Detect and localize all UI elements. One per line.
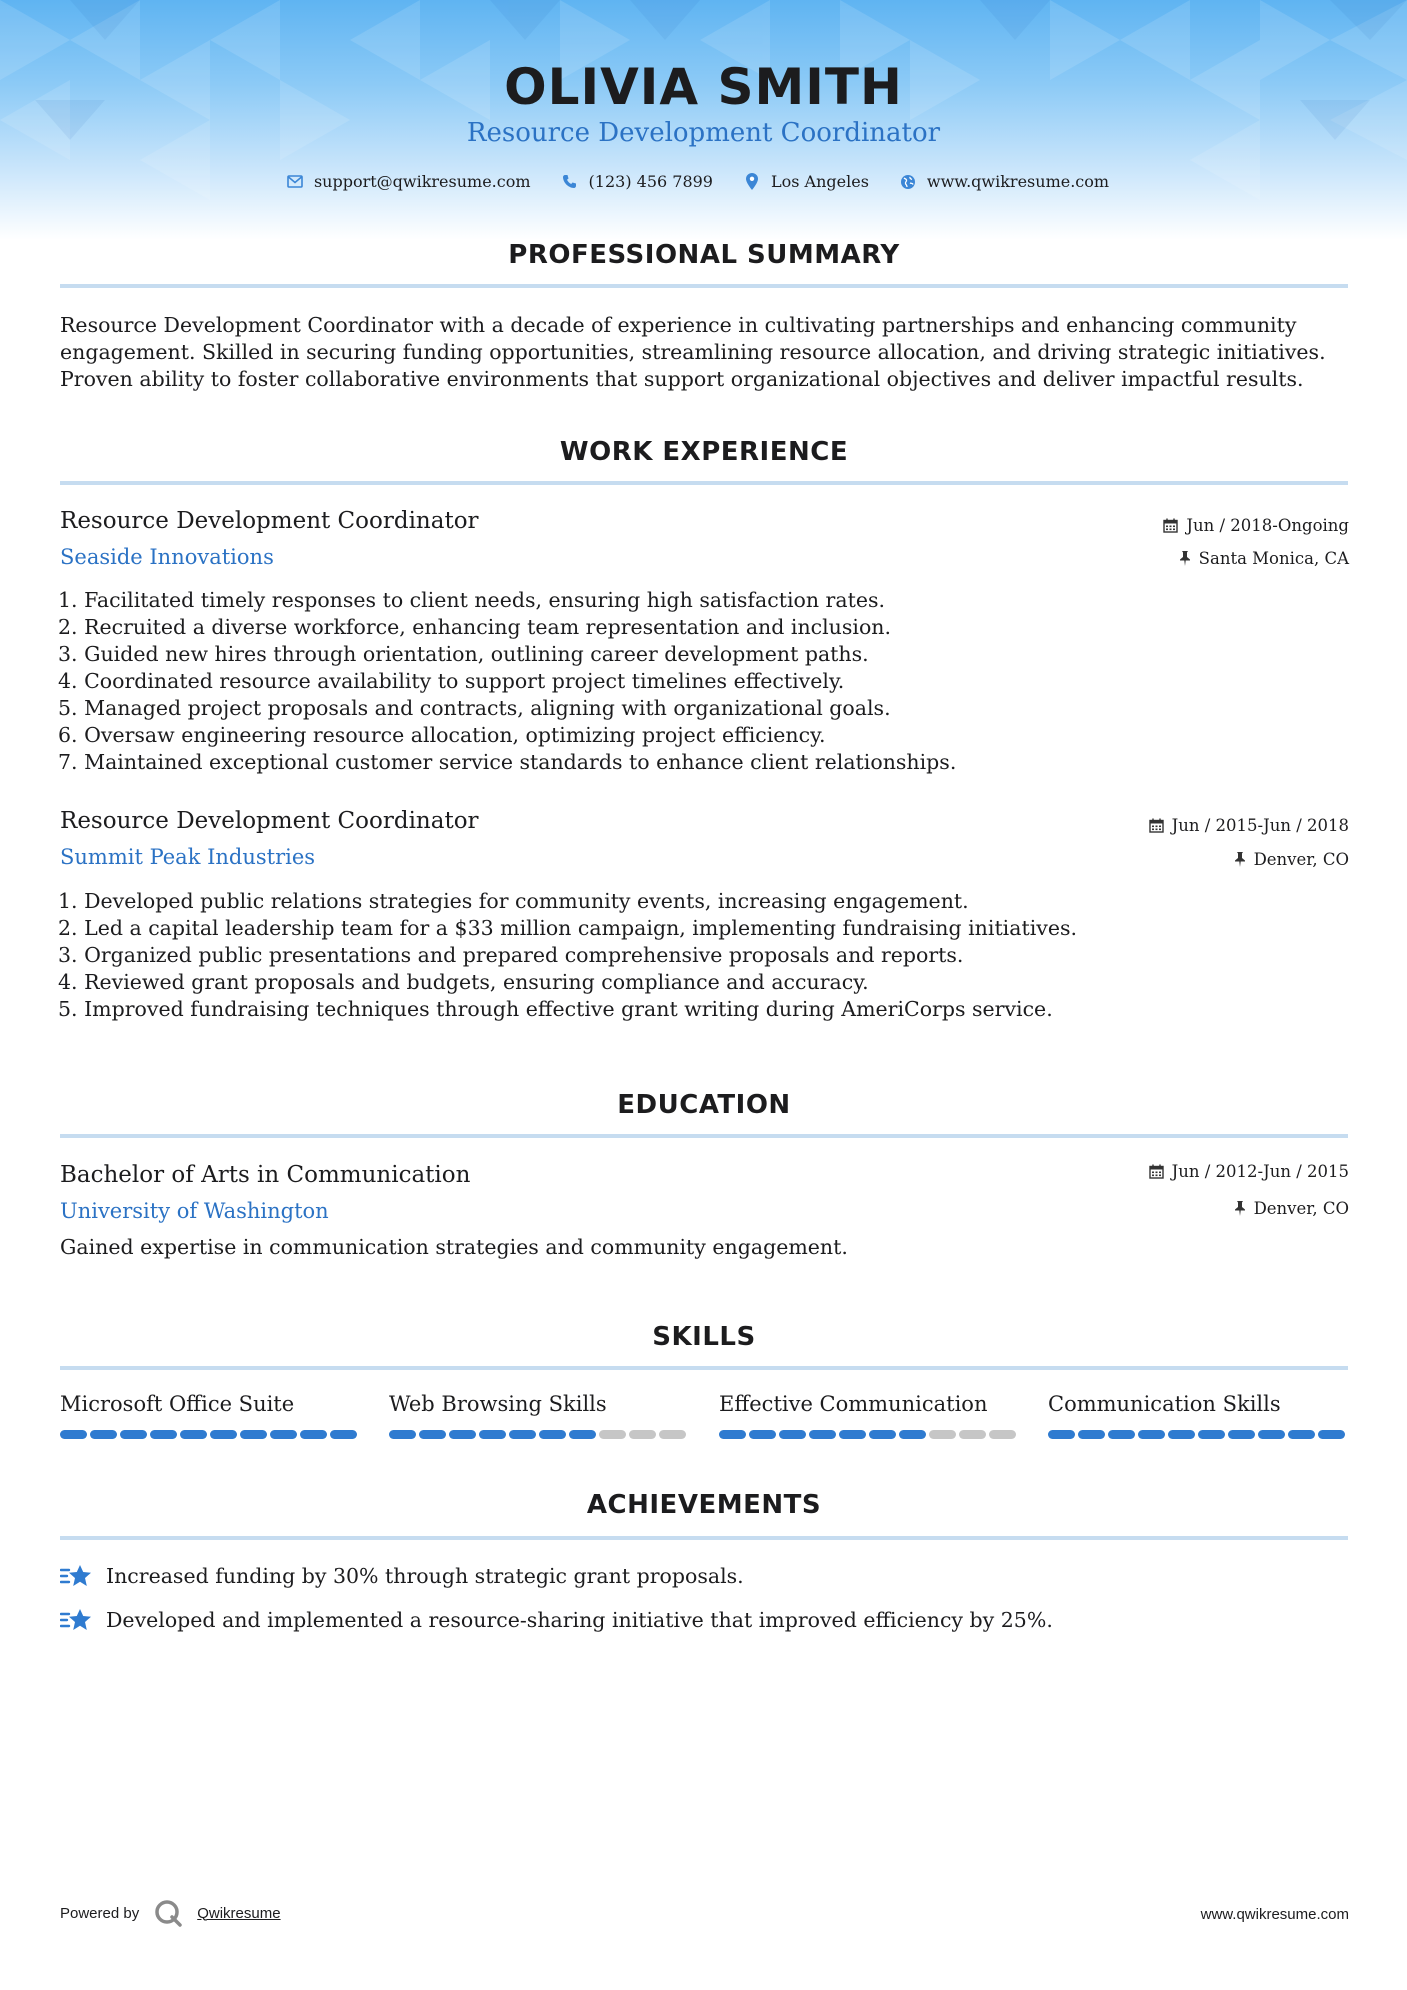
rating-dot-filled — [839, 1430, 866, 1439]
rating-dot-empty — [989, 1430, 1016, 1439]
list-item: 2. Led a capital leadership team for a $33 million campaign, implementing fundraising initiatives. — [58, 916, 1078, 940]
skill-rating — [719, 1430, 1019, 1439]
education-location — [1234, 1199, 1349, 1218]
skill-item — [389, 1392, 689, 1439]
phone-icon — [561, 173, 579, 191]
contact-location — [743, 172, 869, 191]
rating-dot-filled — [1258, 1430, 1285, 1439]
rating-dot-filled — [240, 1430, 267, 1439]
list-item: 1. Facilitated timely responses to client needs, ensuring high satisfaction rates. — [58, 588, 885, 612]
list-item: 4. Coordinated resource availability to support project timelines effectively. — [58, 669, 845, 693]
pushpin-icon — [1234, 1201, 1246, 1216]
rating-dot-empty — [599, 1430, 626, 1439]
job-location — [1179, 549, 1349, 568]
education-dates — [1149, 1162, 1349, 1181]
rating-dot-filled — [419, 1430, 446, 1439]
skills-heading: SKILLS — [652, 1322, 756, 1352]
list-item: 3. Organized public presentations and prepared comprehensive proposals and reports. — [58, 943, 964, 967]
skill-rating — [389, 1430, 689, 1439]
globe-icon — [899, 173, 917, 191]
skill-name: Web Browsing Skills — [389, 1392, 607, 1416]
job-title: Resource Development Coordinator — [60, 808, 479, 834]
rating-dot-filled — [1048, 1430, 1075, 1439]
resume-header — [0, 0, 1407, 240]
rating-dot-filled — [1228, 1430, 1255, 1439]
rating-dot-filled — [449, 1430, 476, 1439]
list-item: 7. Maintained exceptional customer service standards to enhance client relationships. — [58, 750, 957, 774]
education-dates-text: Jun / 2012-Jun / 2015 — [1171, 1162, 1349, 1181]
rating-dot-filled — [210, 1430, 237, 1439]
job-title: Resource Development Coordinator — [60, 508, 479, 534]
list-item: 2. Recruited a diverse workforce, enhancing team representation and inclusion. — [58, 615, 892, 639]
candidate-name: OLIVIA SMITH — [504, 58, 903, 116]
footer-url[interactable]: www.qwikresume.com — [1200, 1906, 1349, 1923]
rating-dot-empty — [659, 1430, 686, 1439]
rating-dot-filled — [60, 1430, 87, 1439]
contact-email[interactable] — [286, 172, 531, 191]
experience-divider — [60, 481, 1348, 485]
education-description: Gained expertise in communication strategies and community engagement. — [60, 1235, 848, 1259]
rating-dot-filled — [809, 1430, 836, 1439]
rating-dot-filled — [869, 1430, 896, 1439]
rating-dot-filled — [300, 1430, 327, 1439]
contact-location-text: Los Angeles — [770, 172, 869, 191]
rating-dot-filled — [389, 1430, 416, 1439]
list-item: 5. Improved fundraising techniques through effective grant writing during AmeriCorps service. — [58, 997, 1053, 1021]
powered-by-label: Powered by — [60, 1904, 140, 1922]
candidate-title: Resource Development Coordinator — [466, 118, 941, 148]
skill-rating — [60, 1430, 360, 1439]
job-duties — [58, 587, 1308, 776]
summary-text: Resource Development Coordinator with a decade of experience in cultivating partnerships and enhancing community engagement. Skilled in securing funding opportunities, streamlining resource allocation, and driving strategic initiatives. Proven ability to foster collaborative environments that support organizational objectives and deliver impactful results. — [60, 313, 1326, 391]
degree-title: Bachelor of Arts in Communication — [60, 1162, 471, 1188]
job-location-text: Denver, CO — [1253, 850, 1349, 869]
rating-dot-empty — [929, 1430, 956, 1439]
achievements-heading: ACHIEVEMENTS — [586, 1490, 822, 1520]
education-location-text: Denver, CO — [1253, 1199, 1349, 1218]
job-company: Seaside Innovations — [60, 545, 274, 569]
rating-dot-filled — [539, 1430, 566, 1439]
list-item: 5. Managed project proposals and contracts, aligning with organizational goals. — [58, 696, 891, 720]
skill-name: Communication Skills — [1048, 1392, 1281, 1416]
rating-dot-filled — [1288, 1430, 1315, 1439]
education-divider — [60, 1134, 1348, 1138]
rating-dot-filled — [479, 1430, 506, 1439]
contact-email-text: support@qwikresume.com — [313, 172, 531, 191]
rating-dot-filled — [150, 1430, 177, 1439]
rating-dot-filled — [330, 1430, 357, 1439]
job-location — [1234, 850, 1349, 869]
summary-heading: PROFESSIONAL SUMMARY — [508, 240, 900, 270]
star-icon — [60, 1606, 94, 1634]
map-marker-icon — [743, 173, 761, 191]
job-dates-text: Jun / 2018-Ongoing — [1186, 516, 1349, 535]
experience-heading: WORK EXPERIENCE — [559, 437, 849, 467]
qwikresume-logo-icon — [153, 1898, 183, 1928]
skill-item — [719, 1392, 1019, 1439]
skill-name: Effective Communication — [719, 1392, 988, 1416]
job-duties — [58, 888, 1308, 1023]
contact-phone[interactable] — [561, 172, 713, 191]
footer-powered-by — [60, 1898, 281, 1928]
rating-dot-filled — [569, 1430, 596, 1439]
summary-divider — [60, 284, 1348, 288]
job-company: Summit Peak Industries — [60, 845, 316, 869]
rating-dot-filled — [719, 1430, 746, 1439]
envelope-icon — [286, 173, 304, 191]
rating-dot-filled — [509, 1430, 536, 1439]
rating-dot-filled — [899, 1430, 926, 1439]
education-heading: EDUCATION — [617, 1090, 791, 1120]
rating-dot-empty — [629, 1430, 656, 1439]
achievement-item — [60, 1606, 1053, 1634]
rating-dot-filled — [1078, 1430, 1105, 1439]
contact-website-text: www.qwikresume.com — [926, 172, 1110, 191]
calendar-icon — [1149, 818, 1164, 833]
achievement-text: Developed and implemented a resource-sharing initiative that improved efficiency by 25%. — [106, 1608, 1053, 1632]
list-item: 3. Guided new hires through orientation, outlining career development paths. — [58, 642, 869, 666]
job-location-text: Santa Monica, CA — [1198, 549, 1349, 568]
list-item: 4. Reviewed grant proposals and budgets, ensuring compliance and accuracy. — [58, 970, 869, 994]
skill-item — [1048, 1392, 1348, 1439]
job-dates — [1149, 816, 1349, 835]
rating-dot-filled — [1168, 1430, 1195, 1439]
rating-dot-filled — [749, 1430, 776, 1439]
star-icon — [60, 1562, 94, 1590]
list-item: 1. Developed public relations strategies for community events, increasing engagement. — [58, 889, 969, 913]
calendar-icon — [1163, 518, 1178, 533]
rating-dot-empty — [959, 1430, 986, 1439]
contact-bar — [0, 172, 1407, 191]
school-name: University of Washington — [60, 1199, 329, 1223]
rating-dot-filled — [1198, 1430, 1225, 1439]
skill-rating — [1048, 1430, 1348, 1439]
contact-website[interactable] — [899, 172, 1109, 191]
rating-dot-filled — [90, 1430, 117, 1439]
rating-dot-filled — [1138, 1430, 1165, 1439]
rating-dot-filled — [1108, 1430, 1135, 1439]
rating-dot-filled — [779, 1430, 806, 1439]
pushpin-icon — [1179, 551, 1191, 566]
achievements-divider — [60, 1536, 1348, 1540]
skills-divider — [60, 1366, 1348, 1370]
rating-dot-filled — [120, 1430, 147, 1439]
achievement-item — [60, 1562, 744, 1590]
contact-phone-text: (123) 456 7899 — [588, 172, 713, 191]
brand-link[interactable]: Qwikresume — [197, 1904, 281, 1922]
pushpin-icon — [1234, 852, 1246, 867]
job-dates-text: Jun / 2015-Jun / 2018 — [1171, 816, 1349, 835]
rating-dot-filled — [270, 1430, 297, 1439]
list-item: 6. Oversaw engineering resource allocation, optimizing project efficiency. — [58, 723, 826, 747]
achievement-text: Increased funding by 30% through strategic grant proposals. — [106, 1564, 744, 1588]
skill-name: Microsoft Office Suite — [60, 1392, 295, 1416]
rating-dot-filled — [180, 1430, 207, 1439]
job-dates — [1163, 516, 1349, 535]
rating-dot-filled — [1318, 1430, 1345, 1439]
calendar-icon — [1149, 1164, 1164, 1179]
skill-item — [60, 1392, 360, 1439]
